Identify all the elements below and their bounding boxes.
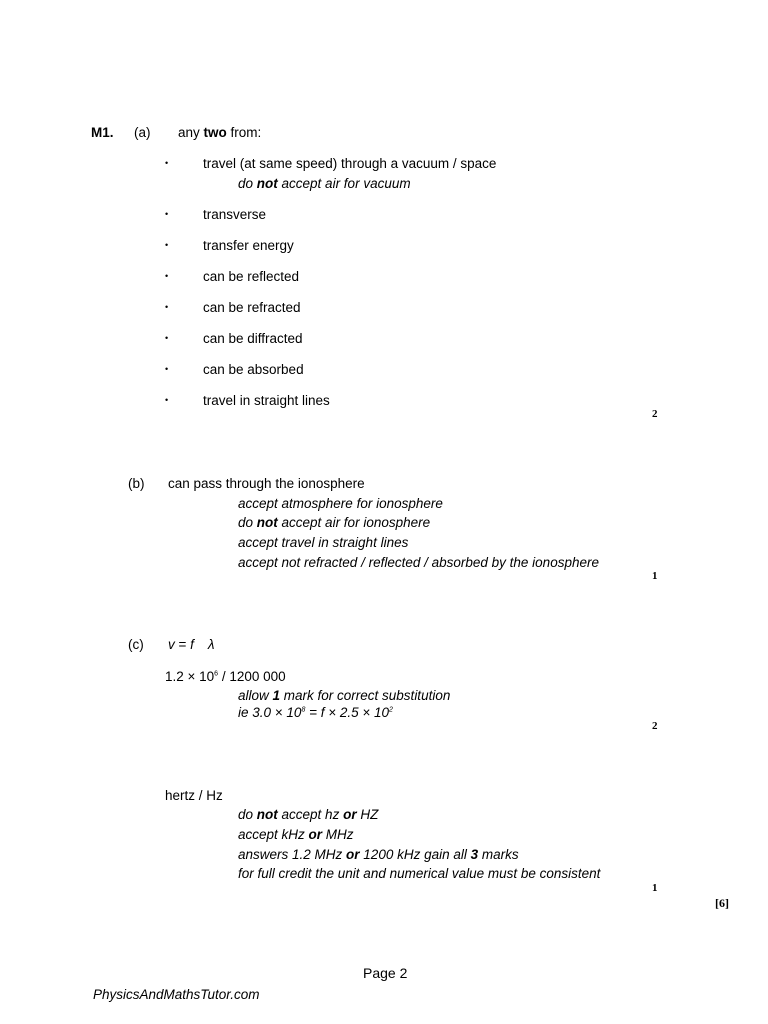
marking-note: accept kHz or MHz [238, 827, 354, 842]
list-item: transfer energy [203, 238, 294, 253]
formula: v = f λ [168, 637, 215, 652]
part-b-label: (b) [128, 476, 145, 491]
bullet-icon: • [165, 364, 169, 374]
page-number: Page 2 [363, 965, 408, 981]
list-item: can be reflected [203, 269, 300, 284]
bullet-icon: • [165, 395, 169, 405]
list-item: travel in straight lines [203, 393, 330, 408]
bullet-icon: • [165, 240, 169, 250]
list-item: can be absorbed [203, 362, 304, 377]
list-item: travel (at same speed) through a vacuum / space [203, 156, 497, 171]
substitution-equation: ie $3.0 \times 10^8 = f \times 2.5 \times 10^2$ [238, 705, 393, 720]
site-footer: PhysicsAndMathsTutor.com [93, 987, 260, 1002]
marking-note: do not accept air for vacuum [238, 176, 411, 191]
part-c-answer: $1.2 \times 10^6 / 1200$ 000 [165, 669, 286, 684]
bullet-icon: • [165, 158, 169, 168]
part-c-label: (c) [128, 637, 144, 652]
bullet-icon: • [165, 333, 169, 343]
marking-note: do not accept hz or HZ [238, 807, 379, 822]
mark-allocation: 1 [652, 570, 658, 582]
list-item: can be refracted [203, 300, 301, 315]
part-a-label: (a) [134, 125, 151, 140]
marking-note: answers 1.2 MHz or 1200 kHz gain all 3 marks [238, 847, 519, 862]
marking-note: accept atmosphere for ionosphere [238, 496, 443, 511]
total-marks: [6] [715, 896, 729, 910]
list-item: can be diffracted [203, 331, 303, 346]
list-item: transverse [203, 207, 267, 222]
mark-allocation: 1 [652, 882, 658, 894]
marking-note: accept not refracted / reflected / absorbed by the ionosphere [238, 555, 599, 570]
marking-note: do not accept air for ionosphere [238, 515, 431, 530]
marking-note: accept travel in straight lines [238, 535, 409, 550]
question-number: M1. [91, 125, 114, 140]
mark-allocation: 2 [652, 720, 658, 732]
mark-allocation: 2 [652, 408, 658, 420]
bullet-icon: • [165, 302, 169, 312]
marking-note: for full credit the unit and numerical value must be consistent [238, 866, 601, 881]
marking-note: allow 1 mark for correct substitution [238, 688, 451, 703]
bullet-icon: • [165, 209, 169, 219]
part-b-answer: can pass through the ionosphere [168, 476, 365, 491]
bullet-icon: • [165, 271, 169, 281]
unit-answer: hertz / Hz [165, 788, 223, 803]
part-a-intro: any two from: [178, 125, 262, 140]
